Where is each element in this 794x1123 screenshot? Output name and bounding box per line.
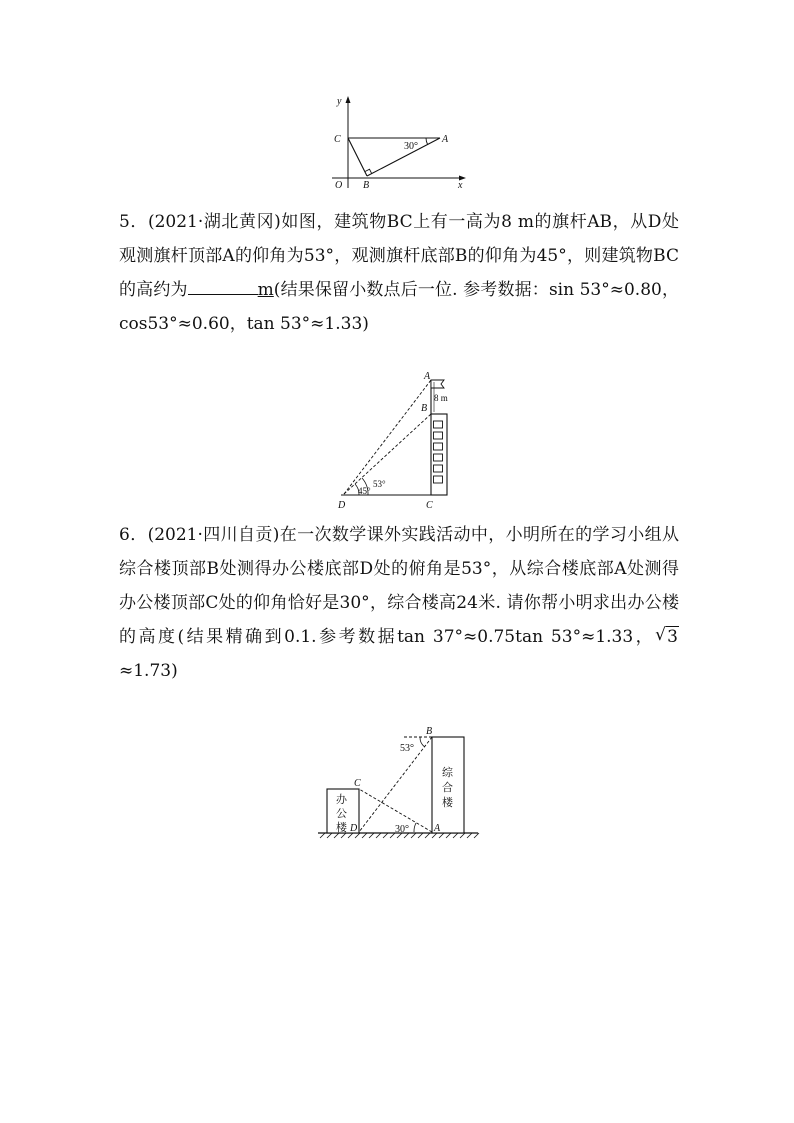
- problem-6-number: 6．: [119, 525, 148, 545]
- figure-two-buildings: [316, 724, 482, 844]
- sqrt-radicand: 3: [667, 627, 678, 647]
- label-complex-char-1: 综: [442, 767, 453, 779]
- problem-6: [119, 518, 679, 688]
- label-point-b: B: [426, 726, 433, 737]
- figure-coordinate-triangle: [330, 92, 470, 192]
- label-angle-53: 53°: [373, 479, 386, 489]
- problem-5-unit: m: [257, 280, 274, 300]
- problem-5: [119, 205, 679, 341]
- problem-6-source: (2021·四川自贡): [147, 525, 280, 545]
- label-point-c: C: [354, 778, 361, 789]
- problem-5-number: 5．: [119, 212, 148, 232]
- label-y-axis: y: [337, 96, 342, 107]
- label-point-b: B: [363, 180, 370, 191]
- label-complex-char-2: 合: [442, 782, 453, 794]
- label-point-a: A: [442, 134, 449, 145]
- label-angle-53: 53°: [400, 743, 414, 754]
- label-height-8m: 8 m: [434, 393, 448, 403]
- label-office-char-1: 办: [336, 794, 347, 806]
- label-angle-30: 30°: [404, 141, 418, 152]
- label-angle-30: 30°: [395, 824, 409, 835]
- label-point-d: D: [350, 823, 358, 834]
- label-x-axis: x: [458, 180, 463, 191]
- label-point-c: C: [426, 500, 433, 511]
- label-point-c: C: [334, 134, 341, 145]
- label-office-char-3: 楼: [336, 822, 347, 834]
- label-complex-char-3: 楼: [442, 797, 453, 809]
- answer-blank[interactable]: [188, 280, 258, 295]
- figure-flagpole-building: [335, 366, 465, 512]
- label-point-a: A: [434, 823, 441, 834]
- problem-5-text-2: (结果保留小数点后一位. 参考数据：sin 53°≈0.80，cos53°≈0.60，tan 53°≈1.33): [119, 280, 680, 334]
- problem-5-source: (2021·湖北黄冈): [147, 212, 281, 232]
- sqrt-symbol: √ 3: [655, 625, 678, 647]
- problem-6-text-1: 在一次数学课外实践活动中，小明所在的学习小组从综合楼顶部B处测得办公楼底部D处的俯角是53°，从综合楼底部A处测得办公楼顶部C处的仰角恰好是30°，综合楼高24米. 请你帮小明求出办公楼的高度(结果精确到0.1.参考数据tan 37°≈0.75tan 53°≈1.33，: [119, 525, 680, 647]
- problem-5-text-1: 如图，建筑物BC上有一高为8 m的旗杆AB，从D处观测旗杆顶部A的仰角为53°，观测旗杆底部B的仰角为45°，则建筑物BC的高约为: [119, 212, 679, 300]
- label-angle-45: 45°: [358, 486, 371, 496]
- label-point-o: O: [335, 180, 343, 191]
- label-point-a: A: [424, 371, 431, 382]
- label-point-b: B: [421, 403, 428, 414]
- label-office-char-2: 公: [336, 808, 347, 820]
- problem-6-text-2: ≈1.73): [119, 661, 178, 681]
- label-point-d: D: [338, 500, 346, 511]
